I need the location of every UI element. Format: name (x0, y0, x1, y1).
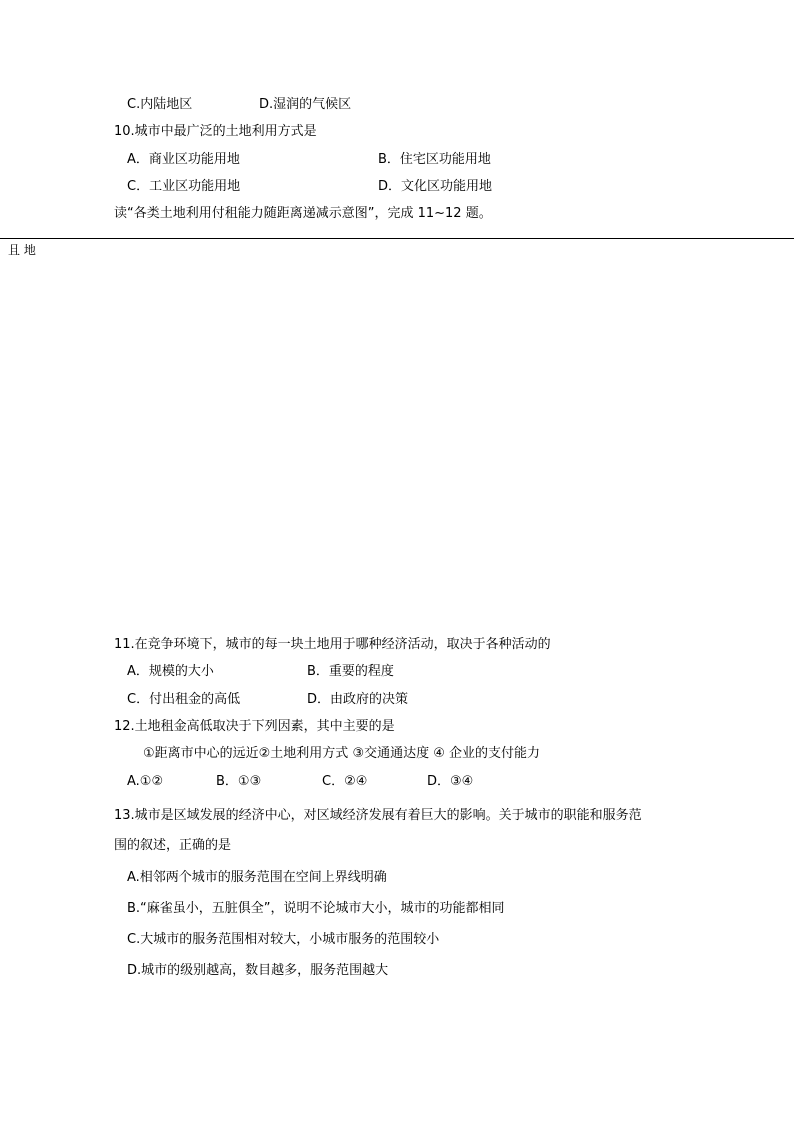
q10-option-a: A．商业区功能用地 (127, 152, 240, 167)
q10-option-b: B．住宅区功能用地 (378, 152, 491, 167)
q10-option-c: C．工业区功能用地 (127, 179, 241, 194)
q9-option-c: C.内陆地区 (127, 97, 193, 112)
q10-option-d: D．文化区功能用地 (378, 179, 493, 194)
q11-option-d: D．由政府的决策 (307, 692, 409, 707)
q11-option-b: B．重要的程度 (307, 664, 394, 679)
q11-option-a: A．规模的大小 (127, 664, 214, 679)
q13-stem-line1: 13.城市是区域发展的经济中心，对区域经济发展有着巨大的影响。关于城市的职能和服务范 (114, 808, 642, 823)
q13-option-a: A.相邻两个城市的服务范围在空间上界线明确 (127, 870, 387, 885)
q13-option-d: D.城市的级别越高，数目越多，服务范围越大 (127, 963, 389, 978)
q10-stem: 10.城市中最广泛的土地利用方式是 (114, 124, 317, 139)
figure-intro: 读“各类土地利用付租能力随距离递减示意图”，完成 11~12 题。 (114, 206, 492, 221)
q12-option-d: D．③④ (427, 774, 474, 789)
q13-option-c: C.大城市的服务范围相对较大，小城市服务的范围较小 (127, 932, 440, 947)
q12-option-c: C．②④ (322, 774, 368, 789)
q11-option-c: C．付出租金的高低 (127, 692, 241, 707)
q13-stem-line2: 围的叙述，正确的是 (114, 838, 232, 853)
q12-option-a: A.①② (127, 774, 164, 789)
q11-stem: 11.在竞争环境下，城市的每一块土地用于哪种经济活动，取决于各种活动的 (114, 637, 551, 652)
q9-option-d: D.湿润的气候区 (259, 97, 352, 112)
q13-option-b: B.“麻雀虽小，五脏俱全”，说明不论城市大小，城市的功能都相同 (127, 901, 505, 916)
figure-top-rule (0, 238, 794, 239)
q12-option-b: B．①③ (216, 774, 262, 789)
q12-factors: ①距离市中心的远近②土地利用方式 ③交通通达度 ④ 企业的支付能力 (143, 746, 541, 761)
q12-stem: 12.土地租金高低取决于下列因素，其中主要的是 (114, 719, 395, 734)
figure-axis-fragment: 且 地 (8, 243, 36, 257)
